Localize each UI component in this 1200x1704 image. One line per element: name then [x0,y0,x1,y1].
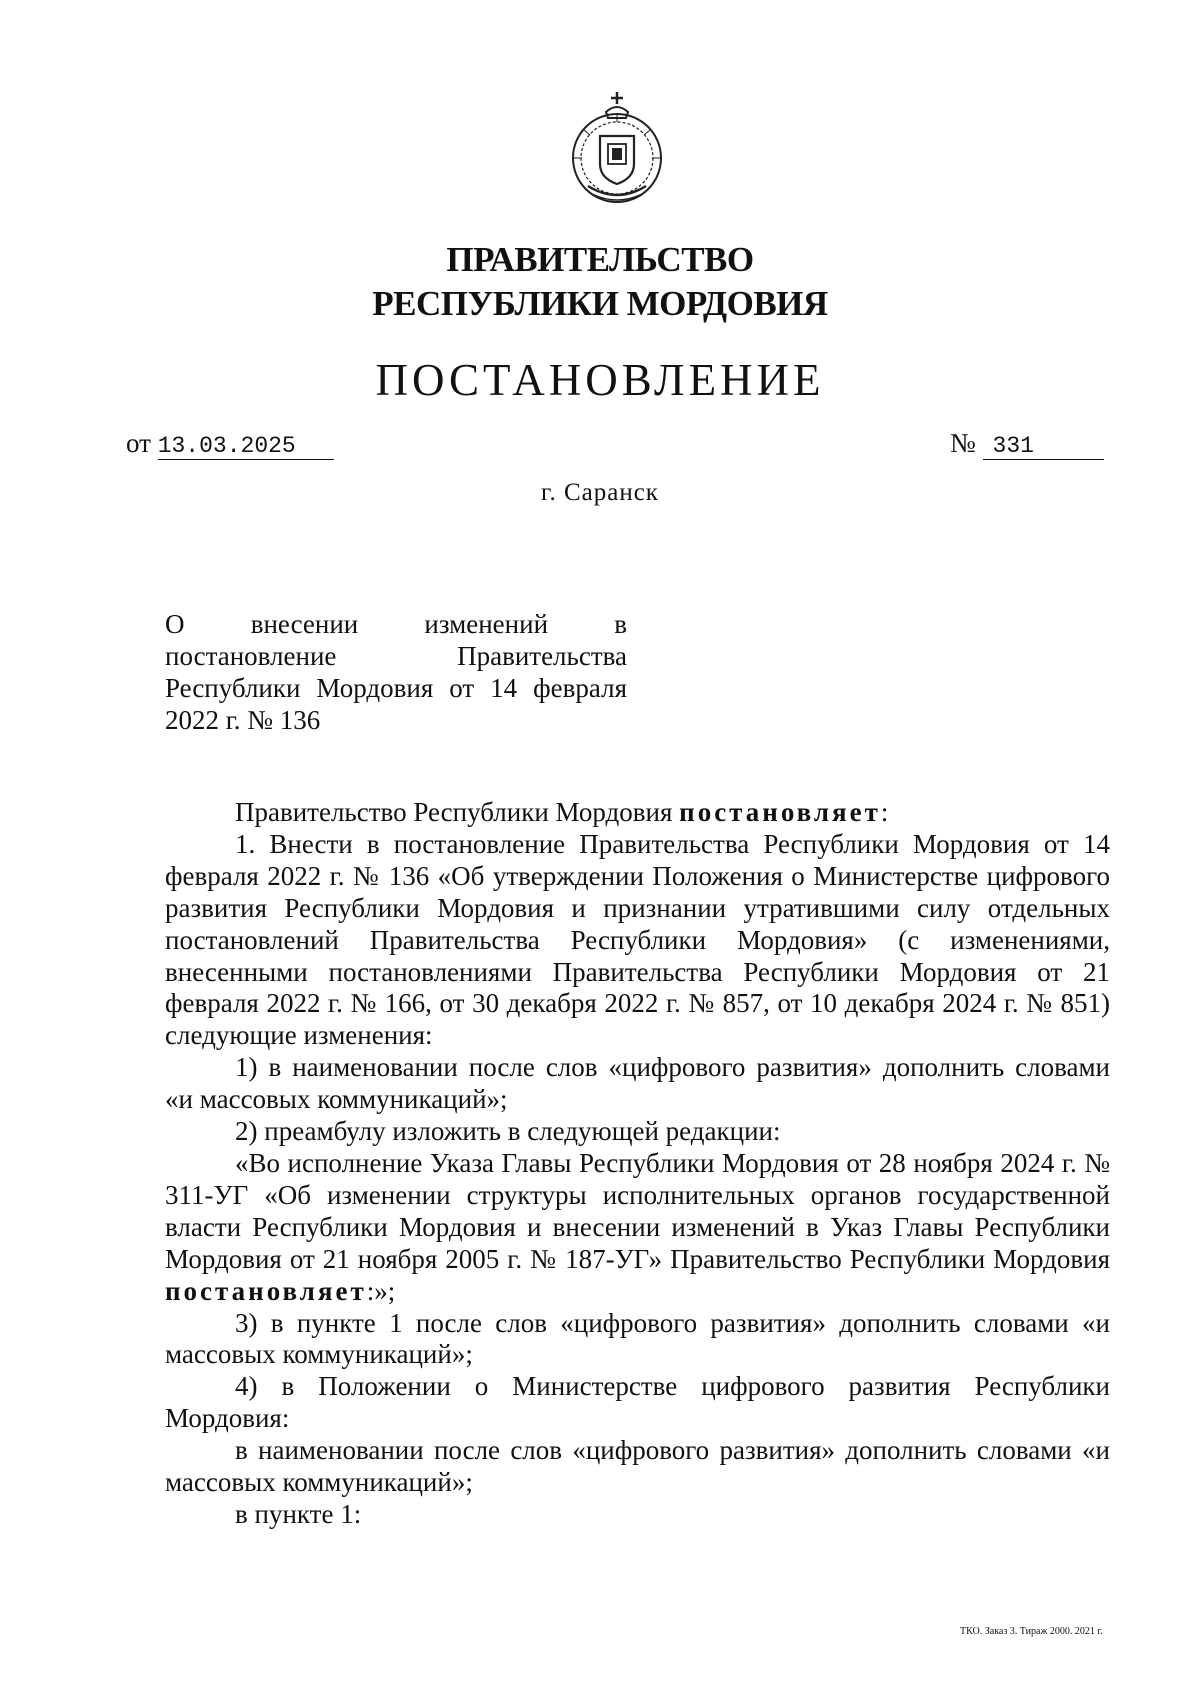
preamble-end: :»; [366,1275,396,1306]
subject-line: постановление Правительства [165,641,627,671]
organization-name-line1: ПРАВИТЕЛЬСТВО [446,240,754,279]
body-paragraph: в наименовании после слов «цифрового развития» дополнить словами «и массовых коммуникаций»; [165,1435,1110,1498]
body-paragraph: 1. Внести в постановление Правительства Республики Мордовия от 14 февраля 2022 г. № 136 «Об утверждении Положения о Министерстве цифрового развития Республики Мордовия и признании утратившими силу отдельных постановлений Правительства Республики Мордовия» (с изменениями, внесенными постановлениями Правительства Республики Мордовия от 21 февраля 2022 г. № 166, от 30 декабря 2022 г. № 857, от 10 декабря 2024 г. № 851) следующие изменения: [165,828,1110,1051]
organization-name-line2: РЕСПУБЛИКИ МОРДОВИЯ [372,284,828,323]
body-paragraph: в пункте 1: [235,1498,362,1529]
body-paragraph: 4) в Положении о Министерстве цифрового развития Республики Мордовия: [165,1371,1110,1434]
number-prefix: № [950,428,976,458]
body-paragraph-intro [165,797,1110,829]
decree-word: постановляет [165,1275,367,1306]
number-value: 331 [983,433,1104,460]
document-date [126,426,334,460]
subject-line: Республики Мордовия от 14 февраля [165,673,627,703]
body-paragraph: 1) в наименовании после слов «цифрового развития» дополнить словами «и массовых коммуникаций»; [165,1052,1110,1115]
subject-line: 2022 г. № 136 [165,705,321,735]
print-info: ТКО. Заказ 3. Тираж 2000. 2021 г. [960,1626,1103,1637]
preamble-text: «Во исполнение Указа Главы Республики Мордовия от 28 ноября 2024 г. № 311-УГ «Об изменении структуры исполнительных органов государственной власти Республики Мордовия и внесении изменений в Указ Главы Республики Мордовия от 21 ноября 2005 г. № 187-УГ» Правительство Республики Мордовия [165,1147,1110,1274]
document-city: г. Саранск [541,479,659,506]
intro-end: : [880,797,889,827]
document-number [950,426,1104,460]
body-paragraph: 2) преамбулу изложить в следующей редакции: [235,1116,781,1147]
subject-line: О внесении изменений в [165,609,627,639]
body-paragraph: 3) в пункте 1 после слов «цифрового развития» дополнить словами «и массовых коммуникаций»; [165,1307,1110,1370]
decree-word: постановляет [679,797,881,827]
document-subject [165,608,627,736]
date-prefix: от [126,428,151,458]
coat-of-arms-icon [562,90,672,210]
document-body [165,797,1110,1531]
body-paragraph [165,1148,1110,1308]
intro-text: Правительство Республики Мордовия [235,797,680,827]
document-type: ПОСТАНОВЛЕНИЕ [375,355,825,405]
date-value: 13.03.2025 [158,433,334,460]
